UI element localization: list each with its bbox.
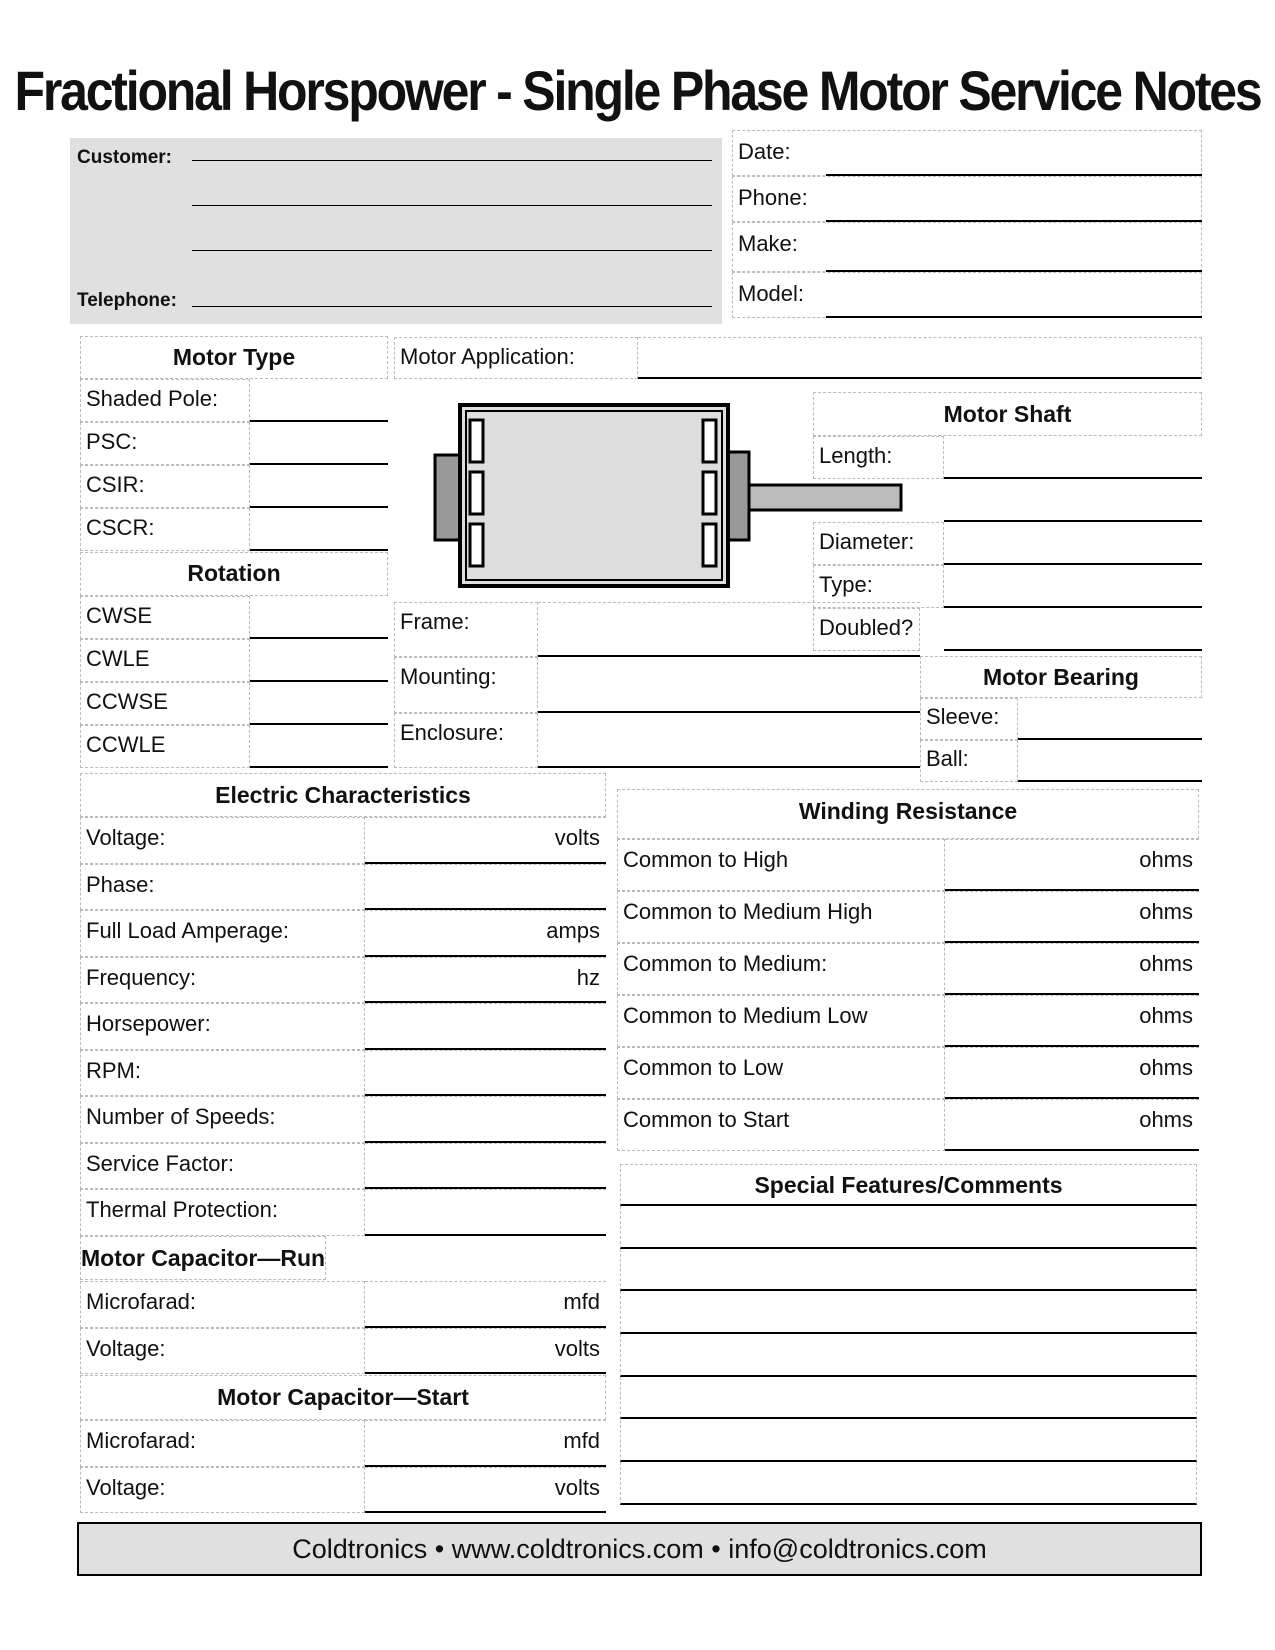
electric-field[interactable] [365, 957, 606, 1004]
electric-label: Horsepower: [80, 1003, 365, 1050]
motor-body-inner [466, 411, 722, 580]
motor-type-heading: Motor Type [80, 336, 388, 379]
date-field[interactable] [826, 130, 1202, 176]
shaft-field[interactable] [944, 436, 1202, 479]
cap-start-field[interactable] [365, 1420, 606, 1467]
cap-run-heading: Motor Capacitor—Run [80, 1236, 326, 1280]
winding-label: Common to Start [617, 1099, 945, 1151]
electric-field[interactable] [365, 1003, 606, 1050]
customer-block [70, 138, 722, 324]
motor-type-label: PSC: [80, 422, 250, 465]
enclosure-field[interactable] [538, 713, 920, 768]
mounting-label: Mounting: [394, 657, 538, 713]
frame-label: Frame: [394, 602, 538, 657]
comment-line[interactable] [620, 1249, 1197, 1292]
winding-field[interactable] [945, 839, 1199, 891]
motor-application-label: Motor Application: [394, 337, 638, 379]
motor-type-field[interactable] [250, 508, 388, 551]
shaft-field[interactable] [944, 522, 1202, 565]
winding-field[interactable] [945, 1047, 1199, 1099]
rotation-field[interactable] [250, 596, 388, 639]
motor-type-field[interactable] [250, 422, 388, 465]
winding-field[interactable] [945, 891, 1199, 943]
shaft-label: Type: [813, 565, 944, 608]
rotation-label: CCWSE [80, 682, 250, 725]
telephone-line[interactable] [192, 282, 712, 307]
motor-shaft [749, 485, 901, 510]
electric-field[interactable] [365, 864, 606, 911]
winding-unit: ohms [1139, 1003, 1193, 1028]
winding-unit: ohms [1139, 899, 1193, 924]
shaft-field[interactable] [944, 479, 1202, 522]
electric-label: Service Factor: [80, 1143, 365, 1190]
make-field[interactable] [826, 222, 1202, 272]
rotation-field[interactable] [250, 682, 388, 725]
date-label: Date: [738, 139, 791, 164]
winding-field[interactable] [945, 995, 1199, 1047]
cap-start-label: Voltage: [80, 1467, 365, 1514]
motor-application-field[interactable] [638, 337, 1202, 379]
winding-label: Common to Medium: [617, 943, 945, 995]
electric-heading: Electric Characteristics [80, 773, 606, 817]
enclosure-label: Enclosure: [394, 713, 538, 768]
customer-label: Customer: [77, 147, 173, 168]
frame-field[interactable] [538, 602, 920, 657]
winding-field[interactable] [945, 943, 1199, 995]
motor-bearing-heading: Motor Bearing [920, 656, 1202, 698]
customer-line-1[interactable] [192, 138, 712, 161]
winding-unit: ohms [1139, 1107, 1193, 1132]
electric-field[interactable] [365, 817, 606, 864]
electric-field[interactable] [365, 1189, 606, 1236]
electric-unit: amps [546, 918, 600, 943]
cap-start-unit: mfd [563, 1428, 600, 1453]
winding-unit: ohms [1139, 847, 1193, 872]
electric-label: Frequency: [80, 957, 365, 1004]
cap-run-field[interactable] [365, 1328, 606, 1375]
bearing-field[interactable] [1018, 740, 1202, 782]
cap-run-label: Voltage: [80, 1328, 365, 1375]
shaft-label: Doubled? [813, 608, 920, 651]
winding-unit: ohms [1139, 951, 1193, 976]
electric-unit: volts [554, 825, 600, 850]
phone-label: Phone: [738, 185, 808, 210]
comment-line[interactable] [620, 1377, 1197, 1420]
model-label: Model: [738, 281, 805, 306]
motor-vent [470, 472, 483, 514]
motor-type-label: CSCR: [80, 508, 250, 551]
electric-field[interactable] [365, 1143, 606, 1190]
rotation-field[interactable] [250, 725, 388, 768]
electric-field[interactable] [365, 910, 606, 957]
motor-vent [703, 524, 716, 566]
shaft-field[interactable] [944, 608, 1202, 651]
rotation-heading: Rotation [80, 552, 388, 596]
electric-label: Full Load Amperage: [80, 910, 365, 957]
page-title: Fractional Horspower - Single Phase Motor Service Notes [14, 59, 1261, 123]
bearing-field[interactable] [1018, 698, 1202, 740]
motor-shaft-heading: Motor Shaft [813, 392, 1202, 436]
electric-label: RPM: [80, 1050, 365, 1097]
telephone-label: Telephone: [77, 290, 177, 311]
comment-line[interactable] [620, 1334, 1197, 1377]
footer-banner: Coldtronics • www.coldtronics.com • info@coldtronics.com [77, 1522, 1202, 1576]
rotation-label: CWSE [80, 596, 250, 639]
cap-run-field[interactable] [365, 1281, 606, 1328]
motor-vent [703, 420, 716, 462]
mounting-field[interactable] [538, 657, 920, 713]
winding-label: Common to Medium High [617, 891, 945, 943]
cap-start-heading: Motor Capacitor—Start [80, 1375, 606, 1420]
cap-start-unit: volts [554, 1474, 600, 1500]
comment-line[interactable] [620, 1462, 1197, 1505]
winding-label: Common to High [617, 839, 945, 891]
rotation-label: CWLE [80, 639, 250, 682]
shaft-label: Diameter: [813, 522, 944, 565]
bearing-label: Sleeve: [920, 698, 1018, 740]
electric-field[interactable] [365, 1096, 606, 1143]
winding-field[interactable] [945, 1099, 1199, 1151]
bearing-label: Ball: [920, 740, 1018, 782]
cap-start-field[interactable] [365, 1467, 606, 1514]
customer-line-3[interactable] [192, 228, 712, 251]
motor-vent [703, 472, 716, 514]
motor-end-cap-right [727, 452, 749, 540]
motor-end-cap-left [435, 455, 462, 540]
customer-line-2[interactable] [192, 183, 712, 206]
rotation-label: CCWLE [80, 725, 250, 768]
phone-field[interactable] [826, 176, 1202, 222]
electric-field[interactable] [365, 1050, 606, 1097]
shaft-field[interactable] [944, 565, 1202, 608]
motor-type-field[interactable] [250, 465, 388, 508]
motor-vent [470, 524, 483, 566]
winding-label: Common to Low [617, 1047, 945, 1099]
electric-label: Voltage: [80, 817, 365, 864]
electric-label: Phase: [80, 864, 365, 911]
comment-line[interactable] [620, 1206, 1197, 1249]
comment-line[interactable] [620, 1420, 1197, 1463]
electric-label: Number of Speeds: [80, 1096, 365, 1143]
motor-type-field[interactable] [250, 379, 388, 422]
model-field[interactable] [826, 272, 1202, 318]
comment-line[interactable] [620, 1291, 1197, 1334]
motor-type-label: Shaded Pole: [80, 379, 250, 422]
motor-type-label: CSIR: [80, 465, 250, 508]
cap-start-label: Microfarad: [80, 1420, 365, 1467]
cap-run-unit: volts [554, 1335, 600, 1361]
make-label: Make: [738, 231, 798, 256]
electric-label: Thermal Protection: [80, 1189, 365, 1236]
cap-run-unit: mfd [563, 1289, 600, 1314]
comments-heading: Special Features/Comments [620, 1164, 1197, 1206]
winding-unit: ohms [1139, 1055, 1193, 1080]
winding-label: Common to Medium Low [617, 995, 945, 1047]
winding-heading: Winding Resistance [617, 789, 1199, 839]
motor-vent [470, 420, 483, 462]
rotation-field[interactable] [250, 639, 388, 682]
cap-run-label: Microfarad: [80, 1281, 365, 1328]
shaft-label: Length: [813, 436, 944, 479]
electric-unit: hz [576, 964, 600, 990]
